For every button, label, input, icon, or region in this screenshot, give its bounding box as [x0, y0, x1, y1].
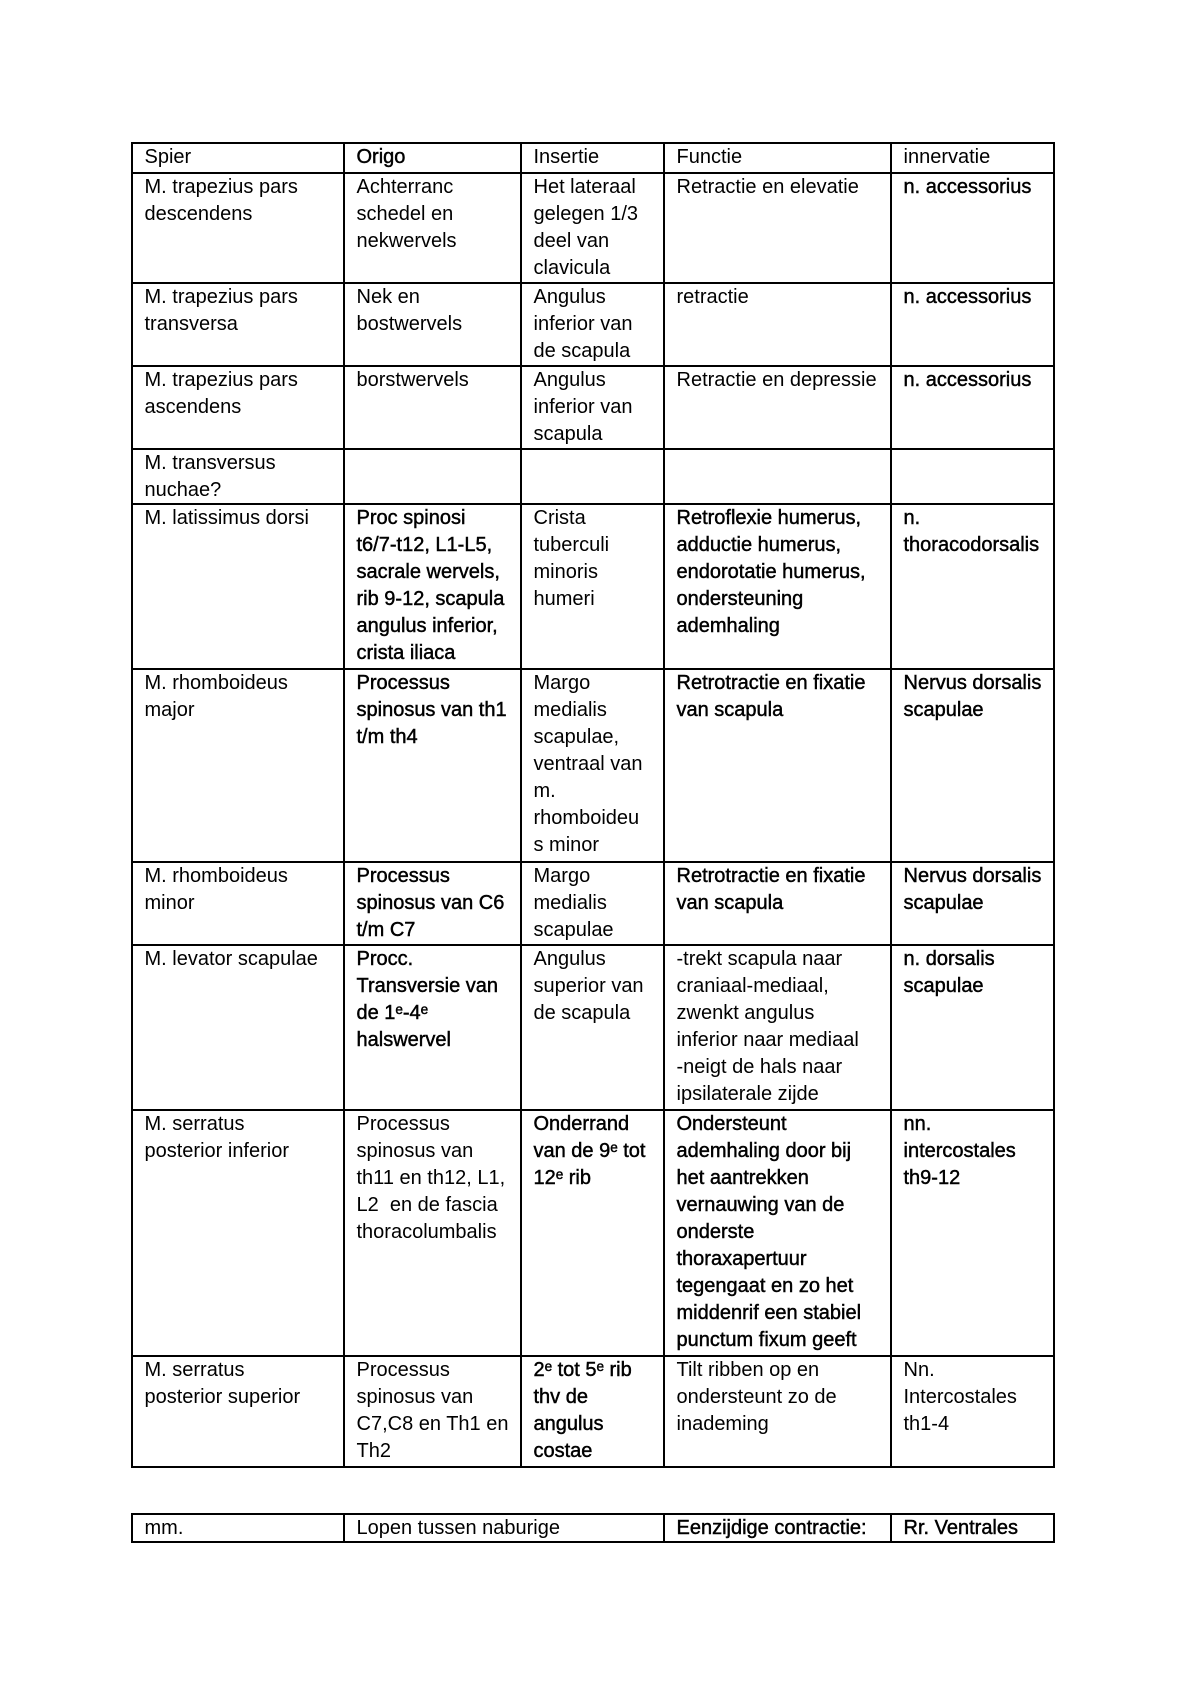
cell-functie: -trekt scapula naar craniaal-mediaal, zwenkt angulus inferior naar mediaal -neigt de hals naar ipsilaterale zijde — [665, 946, 890, 1109]
cell-innervatie: Nervus dorsalis scapulae — [892, 670, 1053, 861]
cell-functie: retractie — [665, 284, 890, 365]
cell-innervatie: Nervus dorsalis scapulae — [892, 863, 1053, 944]
header-cell-innervatie: innervatie — [892, 144, 1053, 172]
cell-insertie: Crista tuberculi minoris humeri — [522, 505, 663, 668]
cell-spier: M. rhomboideus minor — [133, 863, 343, 944]
cell-origo: Processus spinosus van th1 t/m th4 — [345, 670, 520, 861]
cell-spier: M. serratus posterior superior — [133, 1357, 343, 1466]
cell-innervatie: Nn. Intercostales th1-4 — [892, 1357, 1053, 1466]
cell-spier: M. serratus posterior inferior — [133, 1111, 343, 1355]
cell-innervatie: nn. intercostales th9-12 — [892, 1111, 1053, 1355]
cell-functie: Ondersteunt ademhaling door bij het aantrekken vernauwing van de onderste thoraxapertuur tegengaat en zo het middenrif een stabiel punctum fixum geeft — [665, 1111, 890, 1355]
cell-insertie: Angulus superior van de scapula — [522, 946, 663, 1109]
cell-spier: M. trapezius pars ascendens — [133, 367, 343, 448]
header-cell-insertie: Insertie — [522, 144, 663, 172]
cell-origo: borstwervels — [345, 367, 520, 448]
cell-spier: M. trapezius pars descendens — [133, 174, 343, 282]
cell-innervatie: n. accessorius — [892, 174, 1053, 282]
cell-origo: Processus spinosus van th11 en th12, L1, L2 en de fascia thoracolumbalis — [345, 1111, 520, 1355]
cell-functie: Retrotractie en fixatie van scapula — [665, 670, 890, 861]
cell-innervatie: n. accessorius — [892, 367, 1053, 448]
cell-innervatie: Rr. Ventrales — [892, 1515, 1053, 1541]
cell-functie: Retrotractie en fixatie van scapula — [665, 863, 890, 944]
cell-functie: Eenzijdige contractie: — [665, 1515, 890, 1541]
cell-origo: Procc. Transversie van de 1ᵉ-4ᵉ halswervel — [345, 946, 520, 1109]
cell-insertie — [522, 450, 663, 503]
cell-origo-insertie: Lopen tussen naburige — [345, 1515, 663, 1541]
cell-insertie: Margo medialis scapulae, ventraal van m. rhomboideu s minor — [522, 670, 663, 861]
cell-origo: Achterranc schedel en nekwervels — [345, 174, 520, 282]
cell-spier: M. levator scapulae — [133, 946, 343, 1109]
cell-spier: M. transversus nuchae? — [133, 450, 343, 503]
cell-insertie: Margo medialis scapulae — [522, 863, 663, 944]
header-cell-spier: Spier — [133, 144, 343, 172]
cell-insertie: Onderrand van de 9ᵉ tot 12ᵉ rib — [522, 1111, 663, 1355]
cell-innervatie — [892, 450, 1053, 503]
cell-origo: Proc spinosi t6/7-t12, L1-L5, sacrale wervels, rib 9-12, scapula angulus inferior, crista iliaca — [345, 505, 520, 668]
cell-insertie: 2ᵉ tot 5ᵉ rib thv de angulus costae — [522, 1357, 663, 1466]
cell-innervatie: n. accessorius — [892, 284, 1053, 365]
cell-functie: Retractie en depressie — [665, 367, 890, 448]
cell-innervatie: n. thoracodorsalis — [892, 505, 1053, 668]
cell-spier: M. trapezius pars transversa — [133, 284, 343, 365]
cell-spier: M. rhomboideus major — [133, 670, 343, 861]
cell-spier: mm. — [133, 1515, 343, 1541]
cell-functie: Retractie en elevatie — [665, 174, 890, 282]
cell-insertie: Angulus inferior van de scapula — [522, 284, 663, 365]
muscle-table — [131, 142, 1055, 1468]
cell-innervatie: n. dorsalis scapulae — [892, 946, 1053, 1109]
header-cell-functie: Functie — [665, 144, 890, 172]
cell-origo — [345, 450, 520, 503]
cell-functie: Retroflexie humerus, adductie humerus, endorotatie humerus, ondersteuning ademhaling — [665, 505, 890, 668]
cell-functie: Tilt ribben op en ondersteunt zo de inademing — [665, 1357, 890, 1466]
header-cell-origo: Origo — [345, 144, 520, 172]
cell-functie — [665, 450, 890, 503]
cell-insertie: Het lateraal gelegen 1/3 deel van clavicula — [522, 174, 663, 282]
cell-origo: Processus spinosus van C6 t/m C7 — [345, 863, 520, 944]
cell-origo: Processus spinosus van C7,C8 en Th1 en Th2 — [345, 1357, 520, 1466]
cell-spier: M. latissimus dorsi — [133, 505, 343, 668]
cell-insertie: Angulus inferior van scapula — [522, 367, 663, 448]
cell-origo: Nek en bostwervels — [345, 284, 520, 365]
continuation-table — [131, 1513, 1055, 1543]
